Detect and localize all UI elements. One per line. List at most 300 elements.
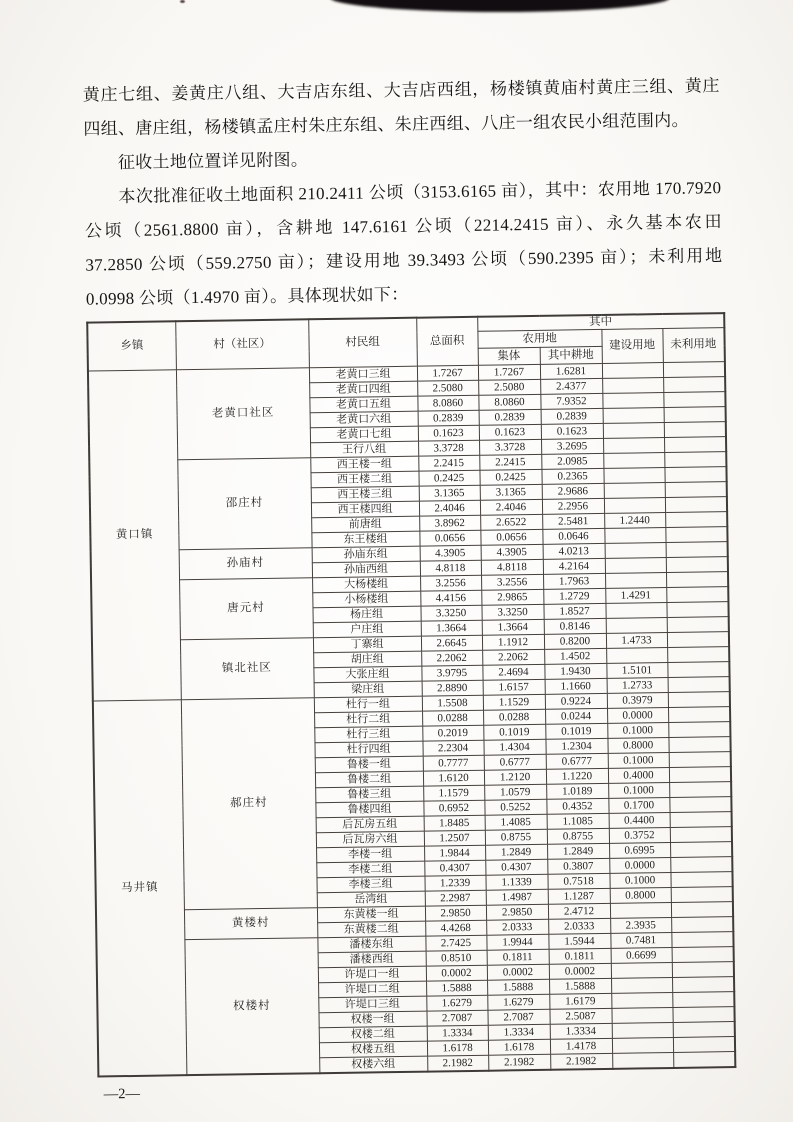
total-area-cell: 8.0860 (417, 395, 478, 411)
construction-cell: 0.7481 (610, 933, 671, 949)
group-cell: 老黄口七组 (310, 426, 418, 443)
collective-cell: 0.2425 (479, 470, 541, 486)
construction-cell: 1.2440 (604, 513, 665, 529)
unused-cell (671, 932, 733, 948)
group-cell: 杜行四组 (314, 741, 422, 758)
collective-cell: 2.5080 (478, 380, 540, 396)
unused-cell (670, 812, 732, 828)
construction-cell: 0.6699 (611, 948, 672, 964)
cultivated-cell: 4.0213 (543, 544, 605, 560)
group-cell: 许堤口一组 (318, 966, 426, 983)
unused-cell (665, 527, 727, 543)
collective-cell: 2.4046 (480, 500, 542, 516)
group-cell: 权楼一组 (318, 1011, 426, 1028)
cultivated-cell: 4.2164 (543, 559, 605, 575)
collective-cell: 2.1982 (488, 1055, 550, 1071)
group-cell: 老黄口三组 (309, 366, 417, 383)
construction-cell (606, 618, 667, 634)
total-area-cell: 2.1982 (427, 1055, 488, 1071)
construction-cell (603, 423, 664, 439)
construction-cell (604, 528, 665, 544)
construction-cell: 0.0000 (609, 858, 670, 874)
total-area-cell: 0.2425 (418, 470, 479, 486)
total-area-cell: 4.4156 (420, 590, 481, 606)
group-cell: 鲁楼三组 (315, 786, 423, 803)
unused-cell (663, 392, 725, 408)
cultivated-cell: 0.1811 (549, 949, 611, 965)
header-unused: 未利用地 (662, 328, 724, 363)
total-area-cell: 3.8962 (419, 515, 480, 531)
unused-cell (665, 497, 727, 513)
village-cell: 权楼村 (184, 938, 319, 1075)
collective-cell: 0.1811 (487, 950, 549, 966)
cultivated-cell: 0.9224 (545, 694, 607, 710)
cultivated-cell: 1.6281 (540, 364, 602, 380)
group-cell: 岳湾组 (317, 891, 425, 908)
collective-cell: 3.3250 (481, 605, 543, 621)
total-area-cell: 0.0002 (426, 965, 487, 981)
cultivated-cell: 1.6179 (549, 994, 611, 1010)
cultivated-cell: 1.8527 (543, 604, 605, 620)
unused-cell (666, 587, 728, 603)
cultivated-cell: 0.8200 (544, 634, 606, 650)
total-area-cell: 0.0288 (422, 710, 483, 726)
unused-cell (664, 437, 726, 453)
unused-cell (666, 572, 728, 588)
collective-cell: 1.2120 (484, 770, 546, 786)
unused-cell (668, 692, 730, 708)
collective-cell: 3.1365 (480, 485, 542, 501)
total-area-cell: 0.7777 (423, 755, 484, 771)
group-cell: 梁庄组 (314, 681, 422, 698)
group-cell: 鲁楼一组 (315, 756, 423, 773)
unused-cell (664, 452, 726, 468)
cultivated-cell: 1.4178 (550, 1039, 612, 1055)
construction-cell (610, 903, 671, 919)
cultivated-cell: 0.8755 (547, 829, 609, 845)
collective-cell: 1.7267 (478, 365, 540, 381)
unused-cell (672, 947, 734, 963)
total-area-cell: 4.3905 (420, 545, 481, 561)
total-area-cell: 0.8510 (426, 950, 487, 966)
unused-cell (671, 887, 733, 903)
group-cell: 李楼三组 (316, 876, 424, 893)
construction-cell: 1.5101 (606, 663, 667, 679)
construction-cell: 0.0000 (607, 708, 668, 724)
cultivated-cell: 0.8146 (544, 619, 606, 635)
unused-cell (667, 632, 729, 648)
construction-cell: 0.1000 (607, 723, 668, 739)
collective-cell: 2.4694 (482, 665, 544, 681)
village-cell: 镇北社区 (180, 638, 314, 700)
collective-cell: 2.7087 (487, 1010, 549, 1026)
cultivated-cell: 2.0333 (548, 919, 610, 935)
collective-cell: 0.5252 (484, 800, 546, 816)
land-status-table (86, 312, 736, 1078)
total-area-cell: 2.7087 (426, 1010, 487, 1026)
unused-cell (665, 512, 727, 528)
unused-cell (666, 542, 728, 558)
construction-cell (612, 1023, 673, 1039)
construction-cell (611, 978, 672, 994)
group-cell: 西王楼一组 (310, 456, 418, 473)
village-cell: 唐元村 (179, 578, 313, 640)
collective-cell: 2.2415 (479, 455, 541, 471)
cultivated-cell: 1.2729 (543, 589, 605, 605)
construction-cell (604, 483, 665, 499)
group-cell: 许堤口二组 (318, 981, 426, 998)
unused-cell (667, 647, 729, 663)
collective-cell: 1.4987 (486, 890, 548, 906)
total-area-cell: 1.9844 (424, 845, 485, 861)
construction-cell: 0.8000 (610, 888, 671, 904)
group-cell: 潘楼东组 (317, 936, 425, 953)
cultivated-cell: 1.5944 (548, 934, 610, 950)
unused-cell (669, 797, 731, 813)
construction-cell (602, 378, 663, 394)
total-area-cell: 1.6279 (426, 995, 487, 1011)
total-area-cell: 3.1365 (419, 485, 480, 501)
group-cell: 后瓦房六组 (316, 831, 424, 848)
construction-cell: 0.3979 (607, 693, 668, 709)
total-area-cell: 3.3728 (418, 440, 479, 456)
group-cell: 东王楼组 (311, 531, 419, 548)
total-area-cell: 1.2339 (424, 875, 485, 891)
village-cell: 黄楼村 (184, 908, 317, 940)
group-cell: 权楼五组 (319, 1041, 427, 1058)
cultivated-cell: 2.2956 (542, 499, 604, 515)
collective-cell: 2.0333 (486, 920, 548, 936)
group-cell: 后瓦房五组 (316, 816, 424, 833)
village-cell: 孙庙村 (179, 548, 312, 580)
total-area-cell: 1.3334 (427, 1025, 488, 1041)
total-area-cell: 2.2062 (421, 650, 482, 666)
total-area-cell: 4.8118 (420, 560, 481, 576)
cultivated-cell: 2.0985 (541, 454, 603, 470)
construction-cell: 1.2733 (607, 678, 668, 694)
unused-cell (668, 722, 730, 738)
total-area-cell: 0.2019 (422, 725, 483, 741)
total-area-cell: 1.6178 (427, 1040, 488, 1056)
cultivated-cell: 0.1019 (545, 724, 607, 740)
cultivated-cell: 0.6777 (546, 754, 608, 770)
cultivated-cell: 1.1085 (547, 814, 609, 830)
total-area-cell: 0.6952 (423, 800, 484, 816)
unused-cell (664, 467, 726, 483)
collective-cell: 4.8118 (481, 560, 543, 576)
group-cell: 东黄楼二组 (317, 921, 425, 938)
total-area-cell: 0.2839 (418, 410, 479, 426)
header-agricultural: 农用地 (477, 330, 601, 349)
construction-cell: 0.4000 (608, 768, 669, 784)
unused-cell (673, 1052, 735, 1068)
total-area-cell: 1.2507 (424, 830, 485, 846)
construction-cell (603, 438, 664, 454)
construction-cell (611, 1008, 672, 1024)
total-area-cell: 1.3664 (421, 620, 482, 636)
cultivated-cell: 1.1220 (546, 769, 608, 785)
group-cell: 大杨楼组 (312, 576, 420, 593)
cultivated-cell: 0.0002 (549, 964, 611, 980)
total-area-cell: 1.1579 (423, 785, 484, 801)
header-total-area: 总面积 (416, 317, 478, 367)
unused-cell (665, 482, 727, 498)
unused-cell (673, 1037, 735, 1053)
construction-cell: 1.4291 (605, 588, 666, 604)
group-cell: 西王楼四组 (311, 501, 419, 518)
unused-cell (672, 992, 734, 1008)
group-cell: 前唐组 (311, 516, 419, 533)
group-cell: 西王楼二组 (310, 471, 418, 488)
construction-cell (606, 648, 667, 664)
cultivated-cell: 0.3807 (547, 859, 609, 875)
total-area-cell: 2.2987 (425, 890, 486, 906)
total-area-cell: 1.5508 (422, 695, 483, 711)
cultivated-cell: 2.1982 (550, 1054, 612, 1070)
cultivated-cell: 2.9686 (542, 484, 604, 500)
header-construction: 建设用地 (601, 329, 662, 364)
cultivated-cell: 0.0646 (542, 529, 604, 545)
group-cell: 李楼一组 (316, 846, 424, 863)
total-area-cell: 2.8890 (422, 680, 483, 696)
header-collective: 集体 (478, 348, 540, 366)
construction-cell (605, 543, 666, 559)
collective-cell: 1.6157 (483, 680, 545, 696)
cultivated-cell: 0.4352 (546, 799, 608, 815)
collective-cell: 1.1529 (483, 695, 545, 711)
total-area-cell: 2.9850 (425, 905, 486, 921)
group-cell: 杜行三组 (314, 726, 422, 743)
cultivated-cell: 0.1623 (541, 424, 603, 440)
total-area-cell: 2.6645 (421, 635, 482, 651)
group-cell: 王行八组 (310, 441, 418, 458)
total-area-cell: 3.2556 (420, 575, 481, 591)
unused-cell (666, 602, 728, 618)
collective-cell: 0.0656 (480, 530, 542, 546)
total-area-cell: 1.7267 (417, 366, 478, 382)
construction-cell (605, 603, 666, 619)
construction-cell (612, 1053, 673, 1069)
cultivated-cell: 1.3334 (550, 1024, 612, 1040)
collective-cell: 1.6178 (488, 1040, 550, 1056)
collective-cell: 0.0288 (483, 710, 545, 726)
construction-cell: 0.4400 (609, 813, 670, 829)
construction-cell (603, 453, 664, 469)
unused-cell (667, 617, 729, 633)
group-cell: 鲁楼二组 (315, 771, 423, 788)
group-cell: 老黄口五组 (309, 396, 417, 413)
collective-cell: 1.3334 (488, 1025, 550, 1041)
collective-cell: 1.5888 (487, 980, 549, 996)
cultivated-cell: 1.4502 (544, 649, 606, 665)
collective-cell: 3.3728 (479, 440, 541, 456)
collective-cell: 1.4304 (483, 740, 545, 756)
cultivated-cell: 1.2304 (545, 739, 607, 755)
group-cell: 杜行一组 (314, 696, 422, 713)
collective-cell: 0.0002 (487, 965, 549, 981)
cultivated-cell: 1.1660 (545, 679, 607, 695)
group-cell: 大张庄组 (313, 666, 421, 683)
group-cell: 孙庙东组 (312, 546, 420, 563)
page-number: —2— (103, 1086, 141, 1103)
collective-cell: 8.0860 (478, 395, 540, 411)
group-cell: 东黄楼一组 (317, 906, 425, 923)
cultivated-cell: 2.4712 (548, 904, 610, 920)
unused-cell (670, 872, 732, 888)
total-area-cell: 1.5888 (426, 980, 487, 996)
total-area-cell: 2.7425 (425, 935, 486, 951)
total-area-cell: 0.4307 (424, 860, 485, 876)
total-area-cell: 0.0656 (419, 530, 480, 546)
header-among: 其中 (477, 313, 724, 331)
construction-cell: 1.4733 (606, 633, 667, 649)
construction-cell: 0.1700 (608, 798, 669, 814)
cultivated-cell: 2.5481 (542, 514, 604, 530)
header-township: 乡镇 (87, 321, 176, 371)
cultivated-cell: 0.2839 (541, 409, 603, 425)
township-cell: 黄口镇 (88, 370, 181, 701)
cultivated-cell: 1.7963 (543, 574, 605, 590)
unused-cell (669, 752, 731, 768)
group-cell: 杨庄组 (312, 606, 420, 623)
unused-cell (672, 962, 734, 978)
group-cell: 许堤口三组 (318, 996, 426, 1013)
collective-cell: 0.1019 (483, 725, 545, 741)
land-table-body (88, 362, 735, 1077)
cultivated-cell: 1.5888 (549, 979, 611, 995)
unused-cell (671, 902, 733, 918)
collective-cell: 2.2062 (482, 650, 544, 666)
total-area-cell: 2.5080 (417, 381, 478, 397)
collective-cell: 1.0579 (484, 785, 546, 801)
unused-cell (663, 362, 725, 378)
unused-cell (664, 407, 726, 423)
header-cultivated: 其中耕地 (540, 347, 602, 365)
total-area-cell: 2.2304 (422, 740, 483, 756)
total-area-cell: 4.4268 (425, 920, 486, 936)
total-area-cell: 3.9795 (421, 665, 482, 681)
collective-cell: 1.3664 (482, 620, 544, 636)
collective-cell: 0.4307 (485, 860, 547, 876)
construction-cell: 0.1000 (609, 873, 670, 889)
paragraph-continuation: 黄庄七组、姜黄庄八组、大吉店东组、大吉店西组，杨楼镇黄庙村黄庄三组、黄庄四组、唐庄组，杨楼镇孟庄村朱庄东组、朱庄西组、八庄一组农民小组范围内。 (82, 76, 720, 139)
group-cell: 权楼六组 (319, 1056, 427, 1073)
construction-cell (602, 363, 663, 379)
total-area-cell: 2.4046 (419, 500, 480, 516)
unused-cell (663, 377, 725, 393)
unused-cell (667, 662, 729, 678)
group-cell: 权楼二组 (319, 1026, 427, 1043)
construction-cell (604, 498, 665, 514)
village-cell: 郝庄村 (181, 698, 317, 910)
construction-cell (605, 573, 666, 589)
group-cell: 胡庄组 (313, 651, 421, 668)
total-area-cell: 0.1623 (418, 425, 479, 441)
cultivated-cell: 2.5087 (549, 1009, 611, 1025)
unused-cell (668, 737, 730, 753)
construction-cell: 2.3935 (610, 918, 671, 934)
collective-cell: 0.8755 (485, 830, 547, 846)
collective-cell: 0.6777 (484, 755, 546, 771)
collective-cell: 1.1912 (482, 635, 544, 651)
cultivated-cell: 0.0244 (545, 709, 607, 725)
collective-cell: 2.9850 (486, 905, 548, 921)
collective-cell: 1.6279 (487, 995, 549, 1011)
construction-cell (603, 408, 664, 424)
unused-cell (666, 557, 728, 573)
paragraph-map-note: 征收土地位置详见附图。 (117, 150, 309, 173)
construction-cell (612, 1038, 673, 1054)
unused-cell (670, 827, 732, 843)
total-area-cell: 2.2415 (418, 455, 479, 471)
unused-cell (670, 842, 732, 858)
construction-cell: 0.6995 (609, 843, 670, 859)
group-cell: 潘楼西组 (318, 951, 426, 968)
group-cell: 户庄组 (313, 621, 421, 638)
paragraph-area-summary: 本次批准征收土地面积 210.2411 公顷（3153.6165 亩），其中：农用地 170.7920 公顷（2561.8800 亩），含耕地 147.6161 公顷（2214.2415 亩）、永久基本农田 37.2850 公顷（559.2750 亩）；建设用地 39.3493 公顷（590.2395 亩）；未利用地 0.0998 公顷（1.4970 亩）。具体现状如下： (84, 178, 723, 309)
header-village: 村（社区） (175, 319, 309, 370)
group-cell: 鲁楼四组 (315, 801, 423, 818)
collective-cell: 3.2556 (481, 575, 543, 591)
group-cell: 老黄口四组 (309, 381, 417, 398)
header-group: 村民组 (308, 318, 417, 368)
cultivated-cell: 3.2695 (541, 439, 603, 455)
unused-cell (671, 917, 733, 933)
cultivated-cell: 1.2849 (547, 844, 609, 860)
unused-cell (672, 1007, 734, 1023)
unused-cell (668, 677, 730, 693)
group-cell: 孙庙西组 (312, 561, 420, 578)
cultivated-cell: 2.4377 (540, 379, 602, 395)
group-cell: 李楼二组 (316, 861, 424, 878)
construction-cell: 0.3752 (609, 828, 670, 844)
group-cell: 杜行二组 (314, 711, 422, 728)
construction-cell (602, 393, 663, 409)
group-cell: 小杨楼组 (312, 591, 420, 608)
construction-cell: 0.1000 (608, 753, 669, 769)
group-cell: 丁寨组 (313, 636, 421, 653)
collective-cell: 1.1339 (485, 875, 547, 891)
construction-cell (611, 993, 672, 1009)
cultivated-cell: 1.1287 (548, 889, 610, 905)
collective-cell: 1.9944 (486, 935, 548, 951)
construction-cell (603, 468, 664, 484)
village-cell: 老黄口社区 (176, 368, 310, 460)
group-cell: 西王楼三组 (311, 486, 419, 503)
collective-cell: 1.2849 (485, 845, 547, 861)
collective-cell: 4.3905 (481, 545, 543, 561)
construction-cell: 0.1000 (608, 783, 669, 799)
unused-cell (669, 767, 731, 783)
cultivated-cell: 0.2365 (541, 469, 603, 485)
unused-cell (670, 857, 732, 873)
cultivated-cell: 1.0189 (546, 784, 608, 800)
unused-cell (668, 707, 730, 723)
construction-cell (611, 963, 672, 979)
construction-cell (605, 558, 666, 574)
total-area-cell: 1.8485 (424, 815, 485, 831)
construction-cell: 0.8000 (607, 738, 668, 754)
group-cell: 老黄口六组 (310, 411, 418, 428)
collective-cell: 2.9865 (481, 590, 543, 606)
collective-cell: 2.6522 (480, 515, 542, 531)
collective-cell: 1.4085 (485, 815, 547, 831)
township-cell: 马井镇 (93, 700, 187, 1077)
unused-cell (672, 977, 734, 993)
unused-cell (664, 422, 726, 438)
collective-cell: 0.2839 (479, 410, 541, 426)
cultivated-cell: 1.9430 (544, 664, 606, 680)
